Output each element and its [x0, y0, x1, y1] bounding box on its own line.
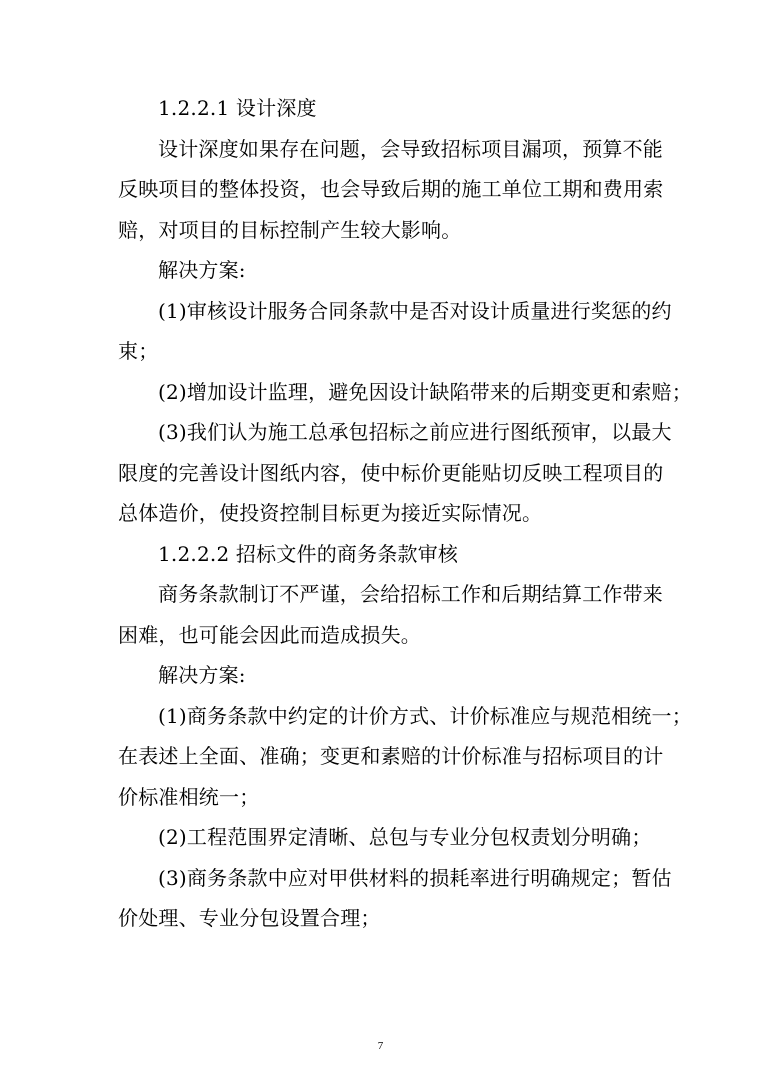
list-item-line: (3)我们认为施工总承包招标之前应进行图纸预审，以最大 — [158, 420, 672, 444]
list-item-line: (3)商务条款中应对甲供材料的损耗率进行明确规定；暂估 — [158, 865, 672, 890]
section-heading-commercial-terms: 1.2.2.2 招标文件的商务条款审核 — [158, 541, 459, 566]
page-number: 7 — [377, 1040, 384, 1052]
document-body — [118, 88, 692, 939]
paragraph-line: 困难，也可能会因此而造成损失。 — [118, 622, 421, 647]
solution-heading: 解决方案: — [158, 258, 246, 282]
list-item-line: 束； — [118, 339, 159, 363]
section-heading-design-depth: 1.2.2.1 设计深度 — [158, 96, 317, 120]
list-item-line: (1)商务条款中约定的计价方式、计价标准应与规范相统一； — [158, 703, 692, 728]
paragraph-line: 反映项目的整体投资，也会导致后期的施工单位工期和费用索 — [118, 177, 664, 201]
list-item-line: 价处理、专业分包设置合理； — [118, 906, 381, 930]
paragraph-line: 赔，对项目的目标控制产生较大影响。 — [118, 217, 462, 242]
list-item-line: (2)工程范围界定清晰、总包与专业分包权责划分明确； — [158, 825, 652, 849]
paragraph-line: 商务条款制订不严谨，会给招标工作和后期结算工作带来 — [158, 582, 663, 606]
solution-heading: 解决方案: — [158, 663, 246, 687]
paragraph-line: 设计深度如果存在问题，会导致招标项目漏项，预算不能 — [158, 136, 663, 161]
list-item-line: 在表述上全面、准确；变更和素赔的计价标准与招标项目的计 — [118, 744, 664, 768]
list-item-line: 限度的完善设计图纸内容，使中标价更能贴切反映工程项目的 — [118, 460, 664, 485]
list-item-line: (1)审核设计服务合同条款中是否对设计质量进行奖惩的约 — [158, 298, 672, 323]
list-item-line: 价标准相统一； — [118, 784, 260, 809]
list-item-line: (2)增加设计监理，避免因设计缺陷带来的后期变更和索赔； — [158, 379, 692, 404]
list-item-line: 总体造价，使投资控制目标更为接近实际情况。 — [118, 501, 543, 525]
